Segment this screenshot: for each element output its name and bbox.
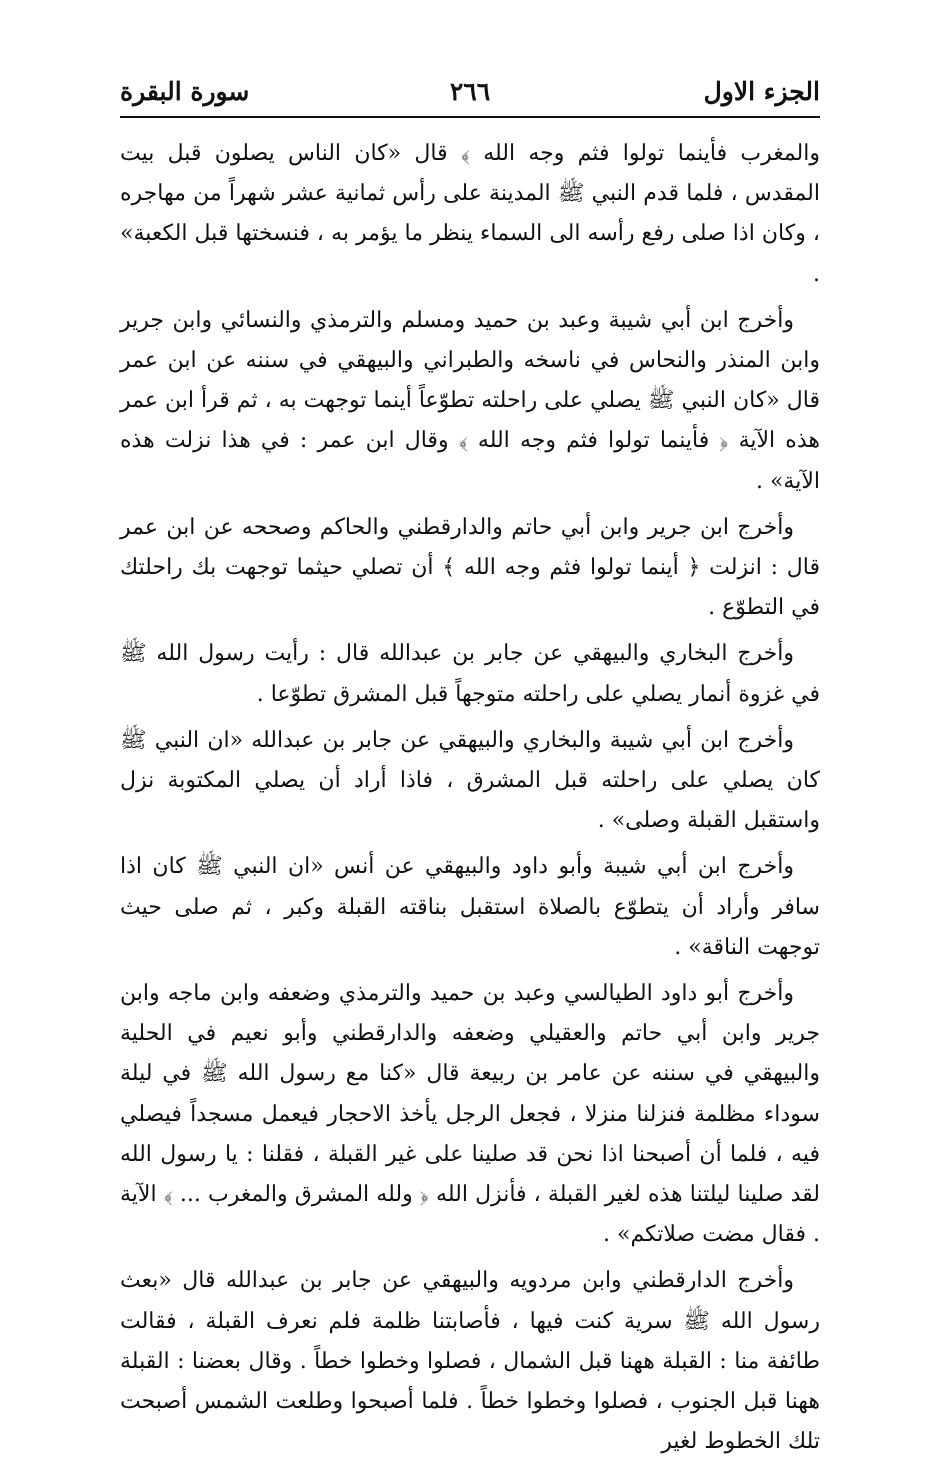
page-body — [120, 134, 820, 1463]
paragraph: وأخرج ابن أبي شيبة والبخاري والبيهقي عن جابر بن عبدالله «ان النبي ﷺ كان يصلي على راحلته قبل المشرق ، فاذا أراد أن يصلي المكتوبة نزل واستقبل القبلة وصلى» . — [120, 727, 820, 834]
paragraph: والمغرب فأينما تولوا فثم وجه الله ﴾ قال «كان الناس يصلون قبل بيت المقدس ، فلما قدم النبي ﷺ المدينة على رأس ثمانية عشر شهراً من مهاجره ، وكان اذا صلى رفع رأسه الى السماء ينظر ما يؤمر به ، فنسختها قبل الكعبة» . — [120, 141, 820, 287]
volume-label: الجزء الاول — [703, 77, 820, 106]
page-number: ٢٦٦ — [449, 77, 491, 106]
surah-title: سورة البقرة — [120, 77, 250, 106]
paragraph: وأخرج البخاري والبيهقي عن جابر بن عبدالله قال : رأيت رسول الله ﷺ في غزوة أنمار يصلي على راحلته متوجهاً قبل المشرق تطوّعا . — [120, 641, 820, 707]
page-header — [120, 70, 820, 118]
paragraph: وأخرج أبو داود الطيالسي وعبد بن حميد والترمذي وضعفه وابن ماجه وابن جرير وابن أبي حاتم والعقيلي وضعفه والدارقطني وأبو نعيم في الحلية والبيهقي في سننه عن عامر بن ربيعة قال «كنا مع رسول الله ﷺ في ليلة سوداء مظلمة فنزلنا منزلا ، فجعل الرجل يأخذ الاحجار فيعمل مسجداً فيصلي فيه ، فلما أن أصبحنا اذا نحن قد صلينا على غير القبلة ، فقلنا : يا رسول الله لقد صلينا ليلتنا هذه لغير القبلة ، فأنزل الله ﴿ ولله المشرق والمغرب ... ﴾ الآية . فقال مضت صلاتكم» . — [120, 981, 820, 1248]
paragraph: وأخرج ابن أبي شيبة وأبو داود والبيهقي عن أنس «ان النبي ﷺ كان اذا سافر وأراد أن يتطوّع بالصلاة استقبل بناقته القبلة وكبر ، ثم صلى حيث توجهت الناقة» . — [120, 854, 820, 960]
book-page — [120, 70, 820, 1455]
paragraph: وأخرج ابن جرير وابن أبي حاتم والدارقطني والحاكم وصححه عن ابن عمر قال : انزلت ﴿ أينما تولوا فثم وجه الله ﴾ أن تصلي حيثما توجهت بك راحلتك في التطوّع . — [120, 514, 820, 621]
paragraph: وأخرج ابن أبي شيبة وعبد بن حميد ومسلم والترمذي والنسائي وابن جرير وابن المنذر والنحاس في ناسخه والطبراني والبيهقي في سننه عن ابن عمر قال «كان النبي ﷺ يصلي على راحلته تطوّعاً أينما توجهت به ، ثم قرأ ابن عمر هذه الآية ﴿ فأينما تولوا فثم وجه الله ﴾ وقال ابن عمر : في هذا نزلت هذه الآية» . — [120, 307, 820, 494]
paragraph: وأخرج الدارقطني وابن مردويه والبيهقي عن جابر بن عبدالله قال «بعث رسول الله ﷺ سرية كنت فيها ، فأصابتنا ظلمة فلم نعرف القبلة ، فقالت طائفة منا : القبلة ههنا قبل الشمال ، فصلوا وخطوا خطاً . وقال بعضنا : القبلة ههنا قبل الجنوب ، فصلوا وخطوا خطاً . فلما أصبحوا وطلعت الشمس أصبحت تلك الخطوط لغير — [120, 1268, 820, 1455]
